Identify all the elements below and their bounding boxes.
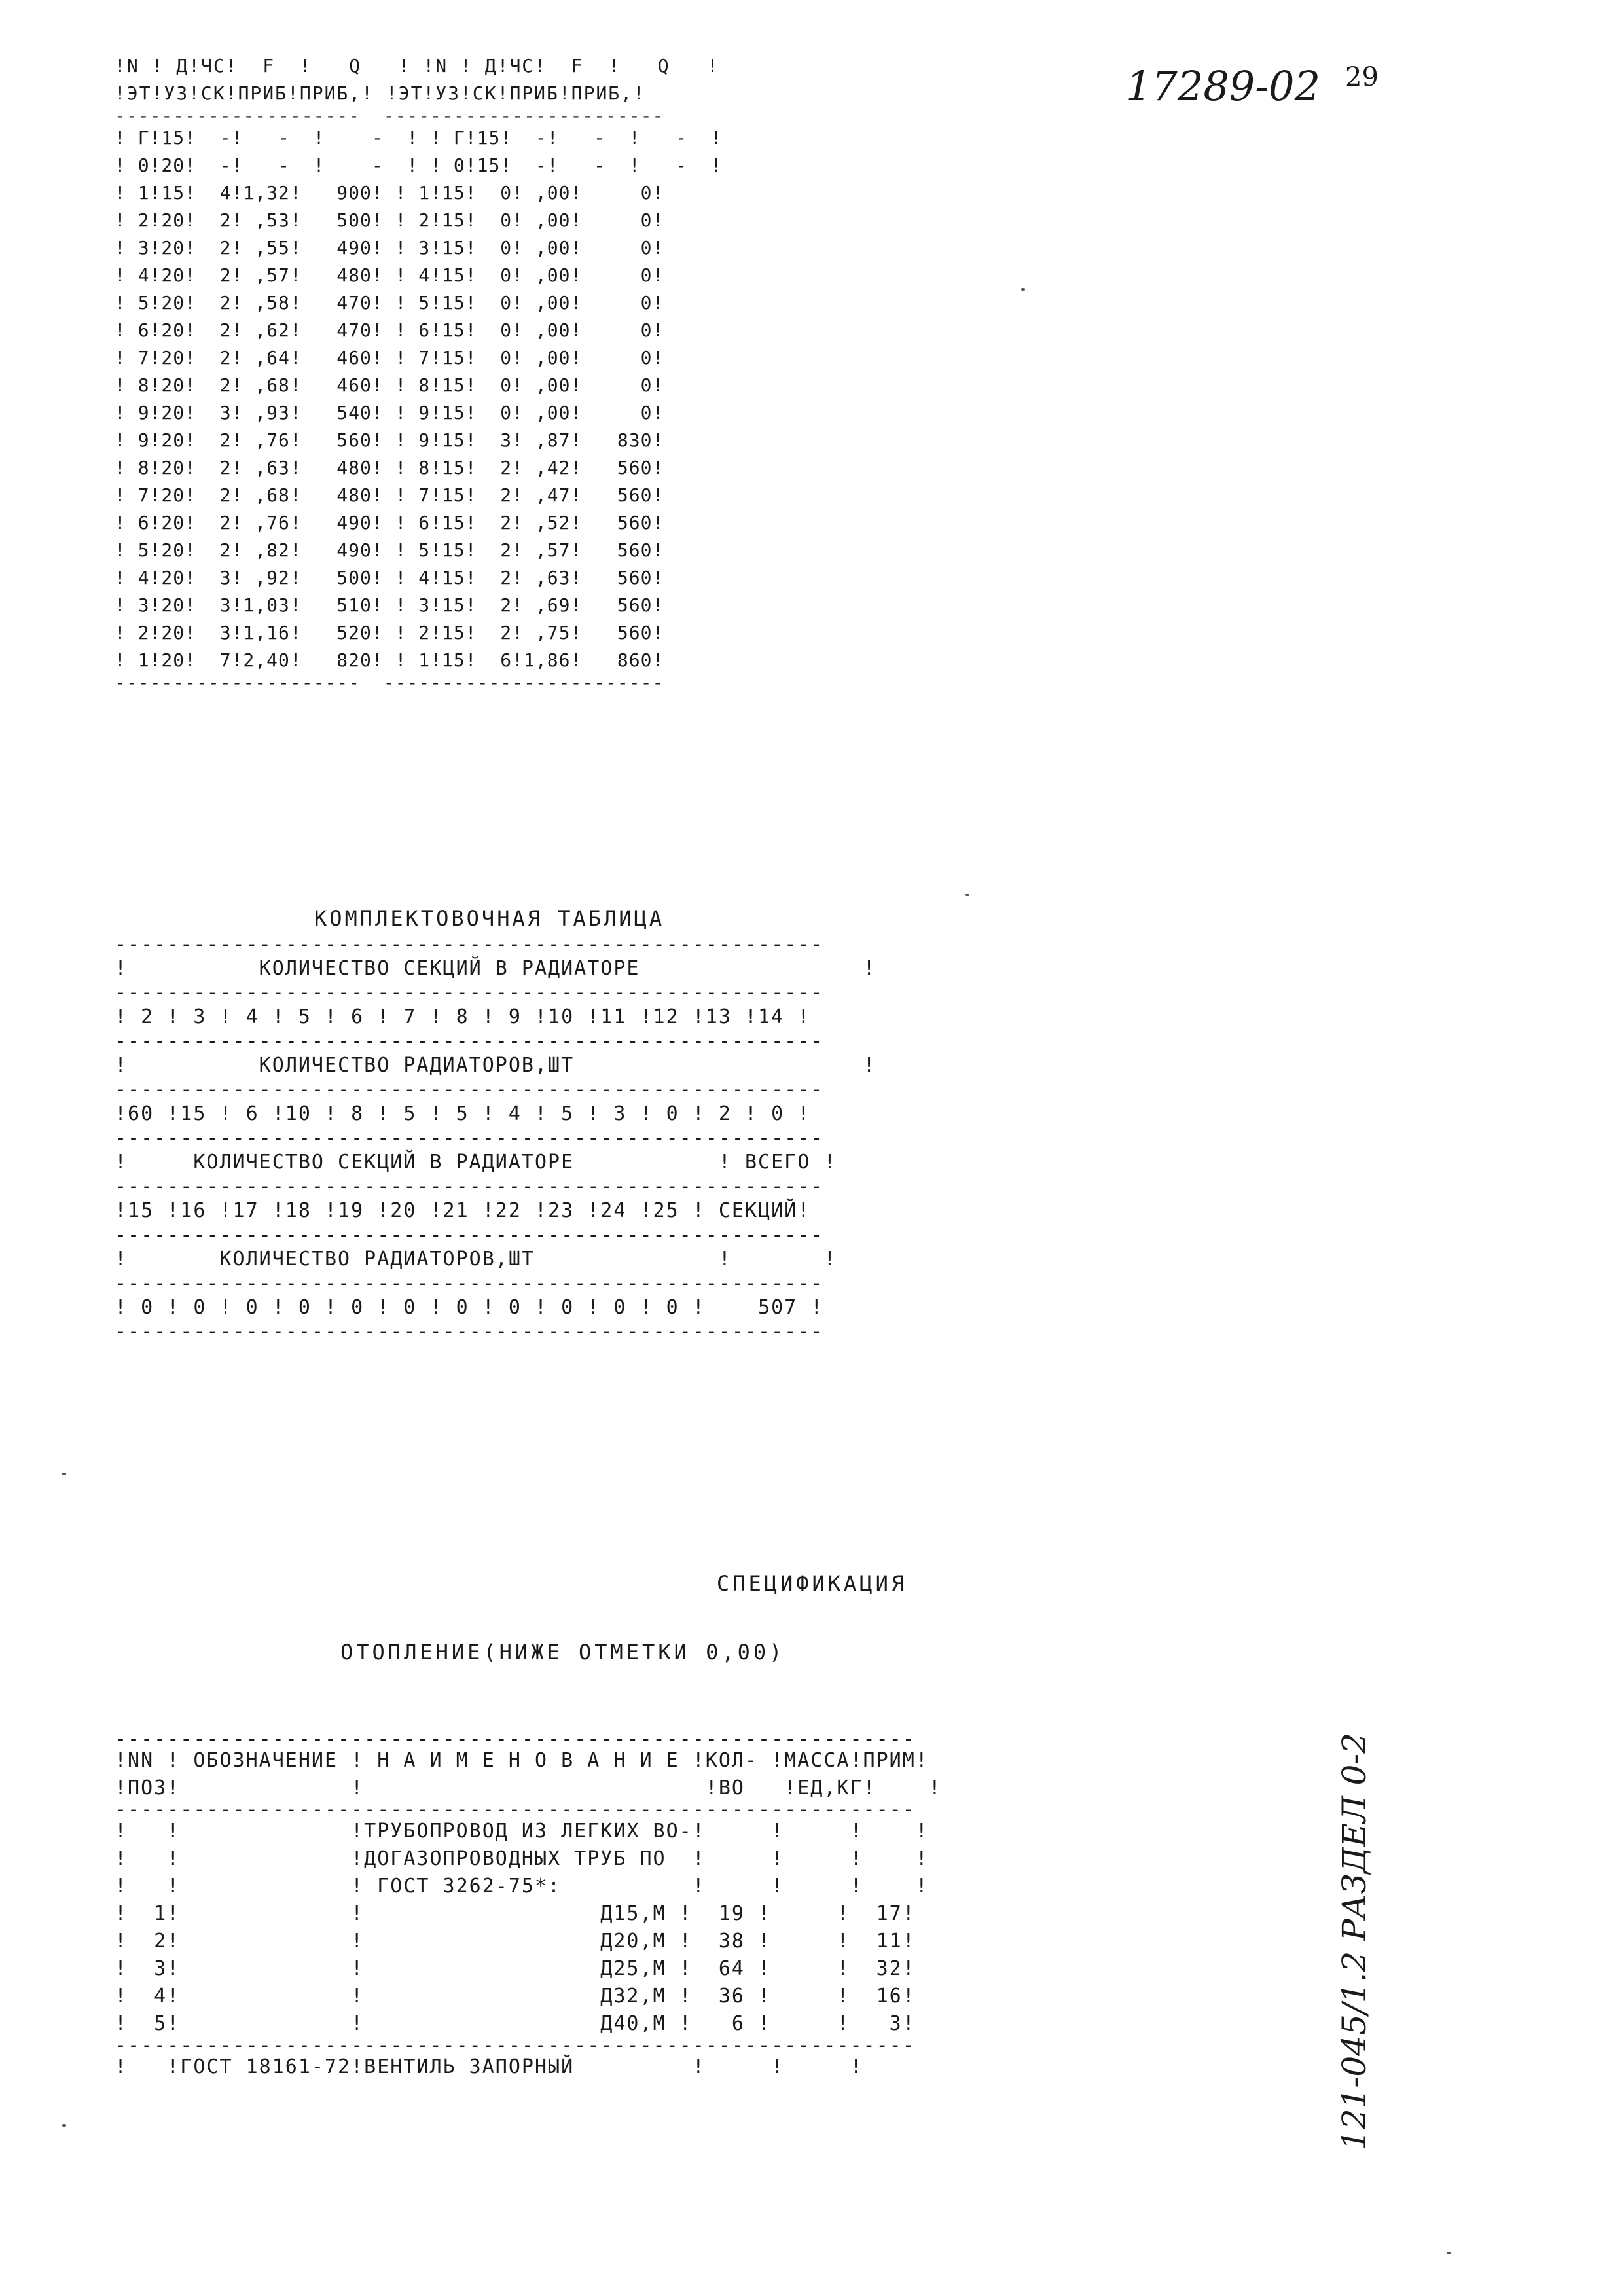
table-row: ! !ГОСТ 18161-72!ВЕНТИЛЬ ЗАПОРНЫЙ ! ! ! (115, 2055, 916, 2078)
table-divider: ------------------------------------------------------ (115, 1175, 824, 1198)
table-row: ! 9!20! 2! ,76! 560! ! 9!15! 3! ,87! 830! (115, 429, 664, 451)
table-row: !60 !15 ! 6 !10 ! 8 ! 5 ! 5 ! 4 ! 5 ! 3 ! 0 ! 2 ! 0 ! (115, 1102, 811, 1125)
page-number: 29 (1345, 62, 1379, 92)
document-number: 17289-02 (1126, 62, 1321, 110)
stations-table (115, 52, 723, 691)
table-divider: ------------------------------------------------------ (115, 1078, 824, 1101)
stations-header-line: !ЭТ!УЗ!СК!ПРИБ!ПРИБ,! !ЭТ!УЗ!СК!ПРИБ!ПРИБ,! (115, 82, 645, 104)
scan-speck (1447, 2252, 1451, 2254)
table-row: ! 1! ! Д15,М ! 19 ! ! 17! (115, 1902, 916, 1925)
table-row: ! 3!20! 3!1,03! 510! ! 3!15! 2! ,69! 560! (115, 594, 664, 616)
table-divider: ------------------------------------------------------------- (115, 2034, 916, 2057)
table-row: ! 6!20! 2! ,62! 470! ! 6!15! 0! ,00! 0! (115, 319, 664, 341)
table-divider: ------------------------------------------------------ (115, 1127, 824, 1149)
table-row: ! ! !ТРУБОПРОВОД ИЗ ЛЕГКИХ ВО-! ! ! ! (115, 1820, 929, 1843)
table-row: ! 4! ! Д32,М ! 36 ! ! 16! (115, 1985, 916, 2008)
table-row: ! 2!20! 3!1,16! 520! ! 2!15! 2! ,75! 560! (115, 622, 664, 643)
scan-speck (62, 1473, 66, 1475)
table-row: ! 5!20! 2! ,82! 490! ! 5!15! 2! ,57! 560! (115, 539, 664, 561)
table-divider: ------------------------------------------------------ (115, 933, 824, 956)
table-row: ! КОЛИЧЕСТВО РАДИАТОРОВ,ШТ ! ! (115, 1248, 837, 1271)
specification-table (115, 1727, 942, 2081)
table-row: ! 2! ! Д20,М ! 38 ! ! 11! (115, 1930, 916, 1953)
spec-header-line: !NN ! ОБОЗНАЧЕНИЕ ! Н А И М Е Н О В А Н И Е !КОЛ- !МАССА!ПРИМ! (115, 1749, 929, 1772)
table-row: ! 8!20! 2! ,68! 460! ! 8!15! 0! ,00! 0! (115, 374, 664, 396)
table-row: ! 6!20! 2! ,76! 490! ! 6!15! 2! ,52! 560! (115, 512, 664, 533)
completion-table (115, 933, 876, 1343)
table-row: ! КОЛИЧЕСТВО СЕКЦИЙ В РАДИАТОРЕ ! ВСЕГО ! (115, 1151, 837, 1174)
table-divider: ------------------------------------------------------------- (115, 1727, 916, 1750)
table-row: ! ! !ДОГАЗОПРОВОДНЫХ ТРУБ ПО ! ! ! ! (115, 1847, 929, 1870)
scan-speck (1021, 288, 1025, 291)
table-divider: --------------------- ------------------------ (115, 672, 664, 693)
table-divider: ------------------------------------------------------ (115, 981, 824, 1004)
table-divider: ------------------------------------------------------ (115, 1030, 824, 1053)
completion-table-title: КОМПЛЕКТОВОЧНАЯ ТАБЛИЦА (314, 906, 665, 931)
side-stamp: 121-045/1.2 РАЗДЕЛ 0-2 (1335, 1733, 1373, 2150)
table-row: ! 8!20! 2! ,63! 480! ! 8!15! 2! ,42! 560! (115, 457, 664, 478)
table-row: ! 1!20! 7!2,40! 820! ! 1!15! 6!1,86! 860! (115, 649, 664, 671)
table-row: ! 5! ! Д40,М ! 6 ! ! 3! (115, 2012, 916, 2035)
table-row: ! 3!20! 2! ,55! 490! ! 3!15! 0! ,00! 0! (115, 237, 664, 259)
scan-speck (965, 894, 969, 896)
table-row: ! 4!20! 3! ,92! 500! ! 4!15! 2! ,63! 560! (115, 567, 664, 588)
table-row: ! 3! ! Д25,М ! 64 ! ! 32! (115, 1957, 916, 1980)
table-divider: ------------------------------------------------------ (115, 1223, 824, 1246)
table-row: ! 4!20! 2! ,57! 480! ! 4!15! 0! ,00! 0! (115, 264, 664, 286)
table-row: ! 0 ! 0 ! 0 ! 0 ! 0 ! 0 ! 0 ! 0 ! 0 ! 0 ! 0 ! 507 ! (115, 1296, 824, 1319)
specification-title: СПЕЦИФИКАЦИЯ (716, 1571, 908, 1596)
table-row: ! 9!20! 3! ,93! 540! ! 9!15! 0! ,00! 0! (115, 402, 664, 424)
stations-rows (115, 124, 723, 674)
table-row: ! КОЛИЧЕСТВО СЕКЦИЙ В РАДИАТОРЕ ! (115, 957, 876, 980)
table-divider: ------------------------------------------------------------- (115, 1798, 916, 1821)
table-row: ! 1!15! 4!1,32! 900! ! 1!15! 0! ,00! 0! (115, 182, 664, 204)
spec-header-line: !ПОЗ! ! !ВО !ЕД,КГ! ! (115, 1777, 942, 1799)
table-row: ! 0!20! -! - ! - ! ! 0!15! -! - ! - ! (115, 154, 723, 176)
table-divider: ------------------------------------------------------ (115, 1320, 824, 1343)
table-divider: ------------------------------------------------------ (115, 1272, 824, 1295)
table-row: ! 2!20! 2! ,53! 500! ! 2!15! 0! ,00! 0! (115, 209, 664, 231)
scan-speck (62, 2124, 66, 2127)
table-row: ! 7!20! 2! ,64! 460! ! 7!15! 0! ,00! 0! (115, 347, 664, 369)
table-row: ! ! ! ГОСТ 3262-75*: ! ! ! ! (115, 1875, 929, 1898)
table-row: ! 7!20! 2! ,68! 480! ! 7!15! 2! ,47! 560! (115, 484, 664, 506)
table-row: ! Г!15! -! - ! - ! ! Г!15! -! - ! - ! (115, 127, 723, 149)
table-row: !15 !16 !17 !18 !19 !20 !21 !22 !23 !24 !25 ! СЕКЦИЙ! (115, 1199, 811, 1222)
table-row: ! 2 ! 3 ! 4 ! 5 ! 6 ! 7 ! 8 ! 9 !10 !11 !12 !13 !14 ! (115, 1005, 811, 1028)
specification-subtitle: ОТОПЛЕНИЕ(НИЖЕ ОТМЕТКИ 0,00) (340, 1640, 785, 1665)
table-divider: --------------------- ------------------------ (115, 105, 664, 126)
table-row: ! 5!20! 2! ,58! 470! ! 5!15! 0! ,00! 0! (115, 292, 664, 314)
stations-header-line: !N ! Д!ЧС! F ! Q ! !N ! Д!ЧС! F ! Q ! (115, 55, 720, 77)
table-row: ! КОЛИЧЕСТВО РАДИАТОРОВ,ШТ ! (115, 1054, 876, 1077)
